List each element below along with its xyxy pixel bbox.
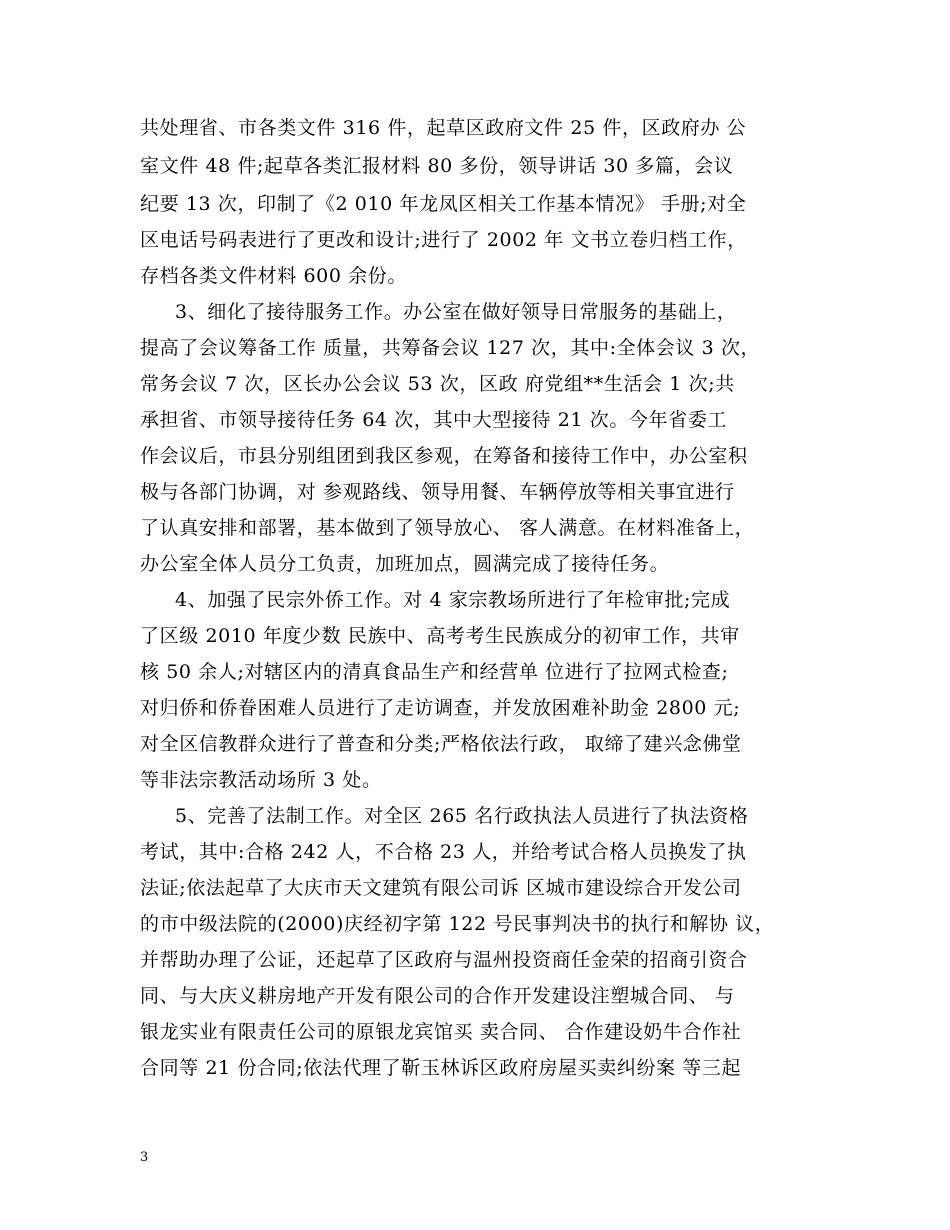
body-text-line: 的市中级法院的(2000)庆经初字第 122 号民事判决书的执行和解协 议， [140,913,775,935]
paragraph-5-start: 5、完善了法制工作。对全区 265 名行政执法人员进行了执法资格 [175,805,749,827]
body-text-line: 了认真安排和部署，基本做到了领导放心、 客人满意。在材料准备上， [140,517,755,539]
paragraph-4-start: 4、加强了民宗外侨工作。对 4 家宗教场所进行了年检审批;完成 [175,589,731,611]
body-text-line: 提高了会议筹备工作 质量，共筹备会议 127 次，其中:全体会议 3 次， [140,337,761,359]
body-text-line: 存档各类文件材料 600 余份。 [140,265,407,287]
body-text-line: 承担省、市领导接待任务 64 次，其中大型接待 21 次。今年省委工 [140,409,727,431]
body-text-line: 银龙实业有限责任公司的原银龙宾馆买 卖合同、 合作建设奶牛合作社 [140,1021,742,1043]
body-text-line: 常务会议 7 次，区长办公会议 53 次，区政 府党组**生活会 1 次;共 [140,373,735,395]
body-text-line: 办公室全体人员分工负责，加班加点，圆满完成了接待任务。 [140,553,670,575]
body-text-line: 对全区信教群众进行了普查和分类;严格依法行政， 取缔了建兴念佛堂 [140,733,742,755]
body-text-line: 法证;依法起草了大庆市天文建筑有限公司诉 区城市建设综合开发公司 [140,877,742,899]
body-text-line: 极与各部门协调，对 参观路线、领导用餐、车辆停放等相关事宜进行 [140,481,735,503]
body-text-line: 纪要 13 次，印制了《2 010 年龙凤区相关工作基本情况》 手册;对全 [140,193,747,215]
body-text-line: 对归侨和侨眷困难人员进行了走访调查，并发放困难补助金 2800 元; [140,697,741,719]
body-text-line: 核 50 余人;对辖区内的清真食品生产和经营单 位进行了拉网式检查; [140,661,729,683]
body-text-line: 共处理省、市各类文件 316 件，起草区政府文件 25 件，区政府办 公 [140,117,747,139]
paragraph-3-start: 3、细化了接待服务工作。办公室在做好领导日常服务的基础上， [175,301,737,323]
body-text-line: 作会议后，市县分别组团到我区参观，在筹备和接待工作中，办公室积 [140,445,748,467]
body-text-line: 等非法宗教活动场所 3 处。 [140,769,382,791]
body-text-line: 了区级 2010 年度少数 民族中、高考考生民族成分的初审工作，共审 [140,625,740,647]
body-text-line: 并帮助办理了公证，还起草了区政府与温州投资商任金荣的招商引资合 [140,949,748,971]
body-text-line: 区电话号码表进行了更改和设计;进行了 2002 年 文书立卷归档工作， [140,229,747,251]
body-text-line: 室文件 48 件;起草各类汇报材料 80 多份，领导讲话 30 多篇，会议 [140,155,734,177]
body-text-line: 合同等 21 份合同;依法代理了靳玉林诉区政府房屋买卖纠纷案 等三起 [140,1057,742,1079]
body-text-line: 考试，其中:合格 242 人，不合格 23 人，并给考试合格人员换发了执 [140,841,747,863]
body-text-line: 同、与大庆义耕房地产开发有限公司的合作开发建设注塑城合同、 与 [140,985,735,1007]
page-number: 3 [140,1150,149,1165]
